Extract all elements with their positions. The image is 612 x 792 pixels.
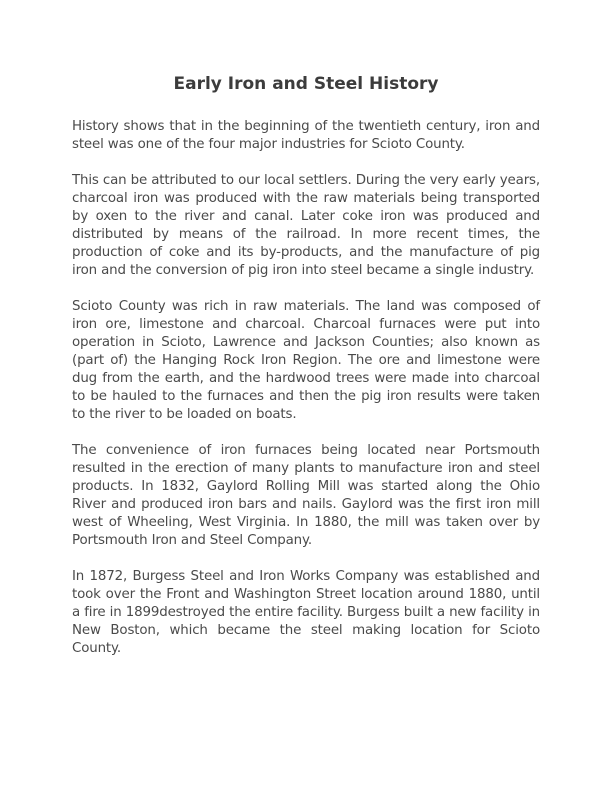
paragraph-5: In 1872, Burgess Steel and Iron Works Company was established and took over the Front and Washington Street location around 1880, until a fire in 1899destroyed the entire facility. Burgess built a new facility in New Boston, which became the steel making location for Scioto County. bbox=[72, 569, 540, 656]
page-title: Early Iron and Steel History bbox=[173, 74, 439, 94]
paragraph-4: The convenience of iron furnaces being located near Portsmouth resulted in the erection of many plants to manufacture iron and steel products. In 1832, Gaylord Rolling Mill was started along the Ohio River and produced iron bars and nails. Gaylord was the first iron mill west of Wheeling, West Virginia. In 1880, the mill was taken over by Portsmouth Iron and Steel Company. bbox=[72, 443, 540, 548]
paragraph-3: Scioto County was rich in raw materials. The land was composed of iron ore, limestone and charcoal. Charcoal furnaces were put into operation in Scioto, Lawrence and Jackson Counties; also known as (part of) the Hanging Rock Iron Region. The ore and limestone were dug from the earth, and the hardwood trees were made into charcoal to be hauled to the furnaces and then the pig iron results were taken to the river to be loaded on boats. bbox=[72, 299, 540, 422]
paragraph-2: This can be attributed to our local settlers. During the very early years, charcoal iron was produced with the raw materials being transported by oxen to the river and canal. Later coke iron was produced and distributed by means of the railroad. In more recent times, the production of coke and its by-products, and the manufacture of pig iron and the conversion of pig iron into steel became a single industry. bbox=[72, 173, 540, 278]
document-body bbox=[72, 118, 540, 676]
paragraph-1: History shows that in the beginning of the twentieth century, iron and steel was one of the four major industries for Scioto County. bbox=[72, 119, 540, 152]
